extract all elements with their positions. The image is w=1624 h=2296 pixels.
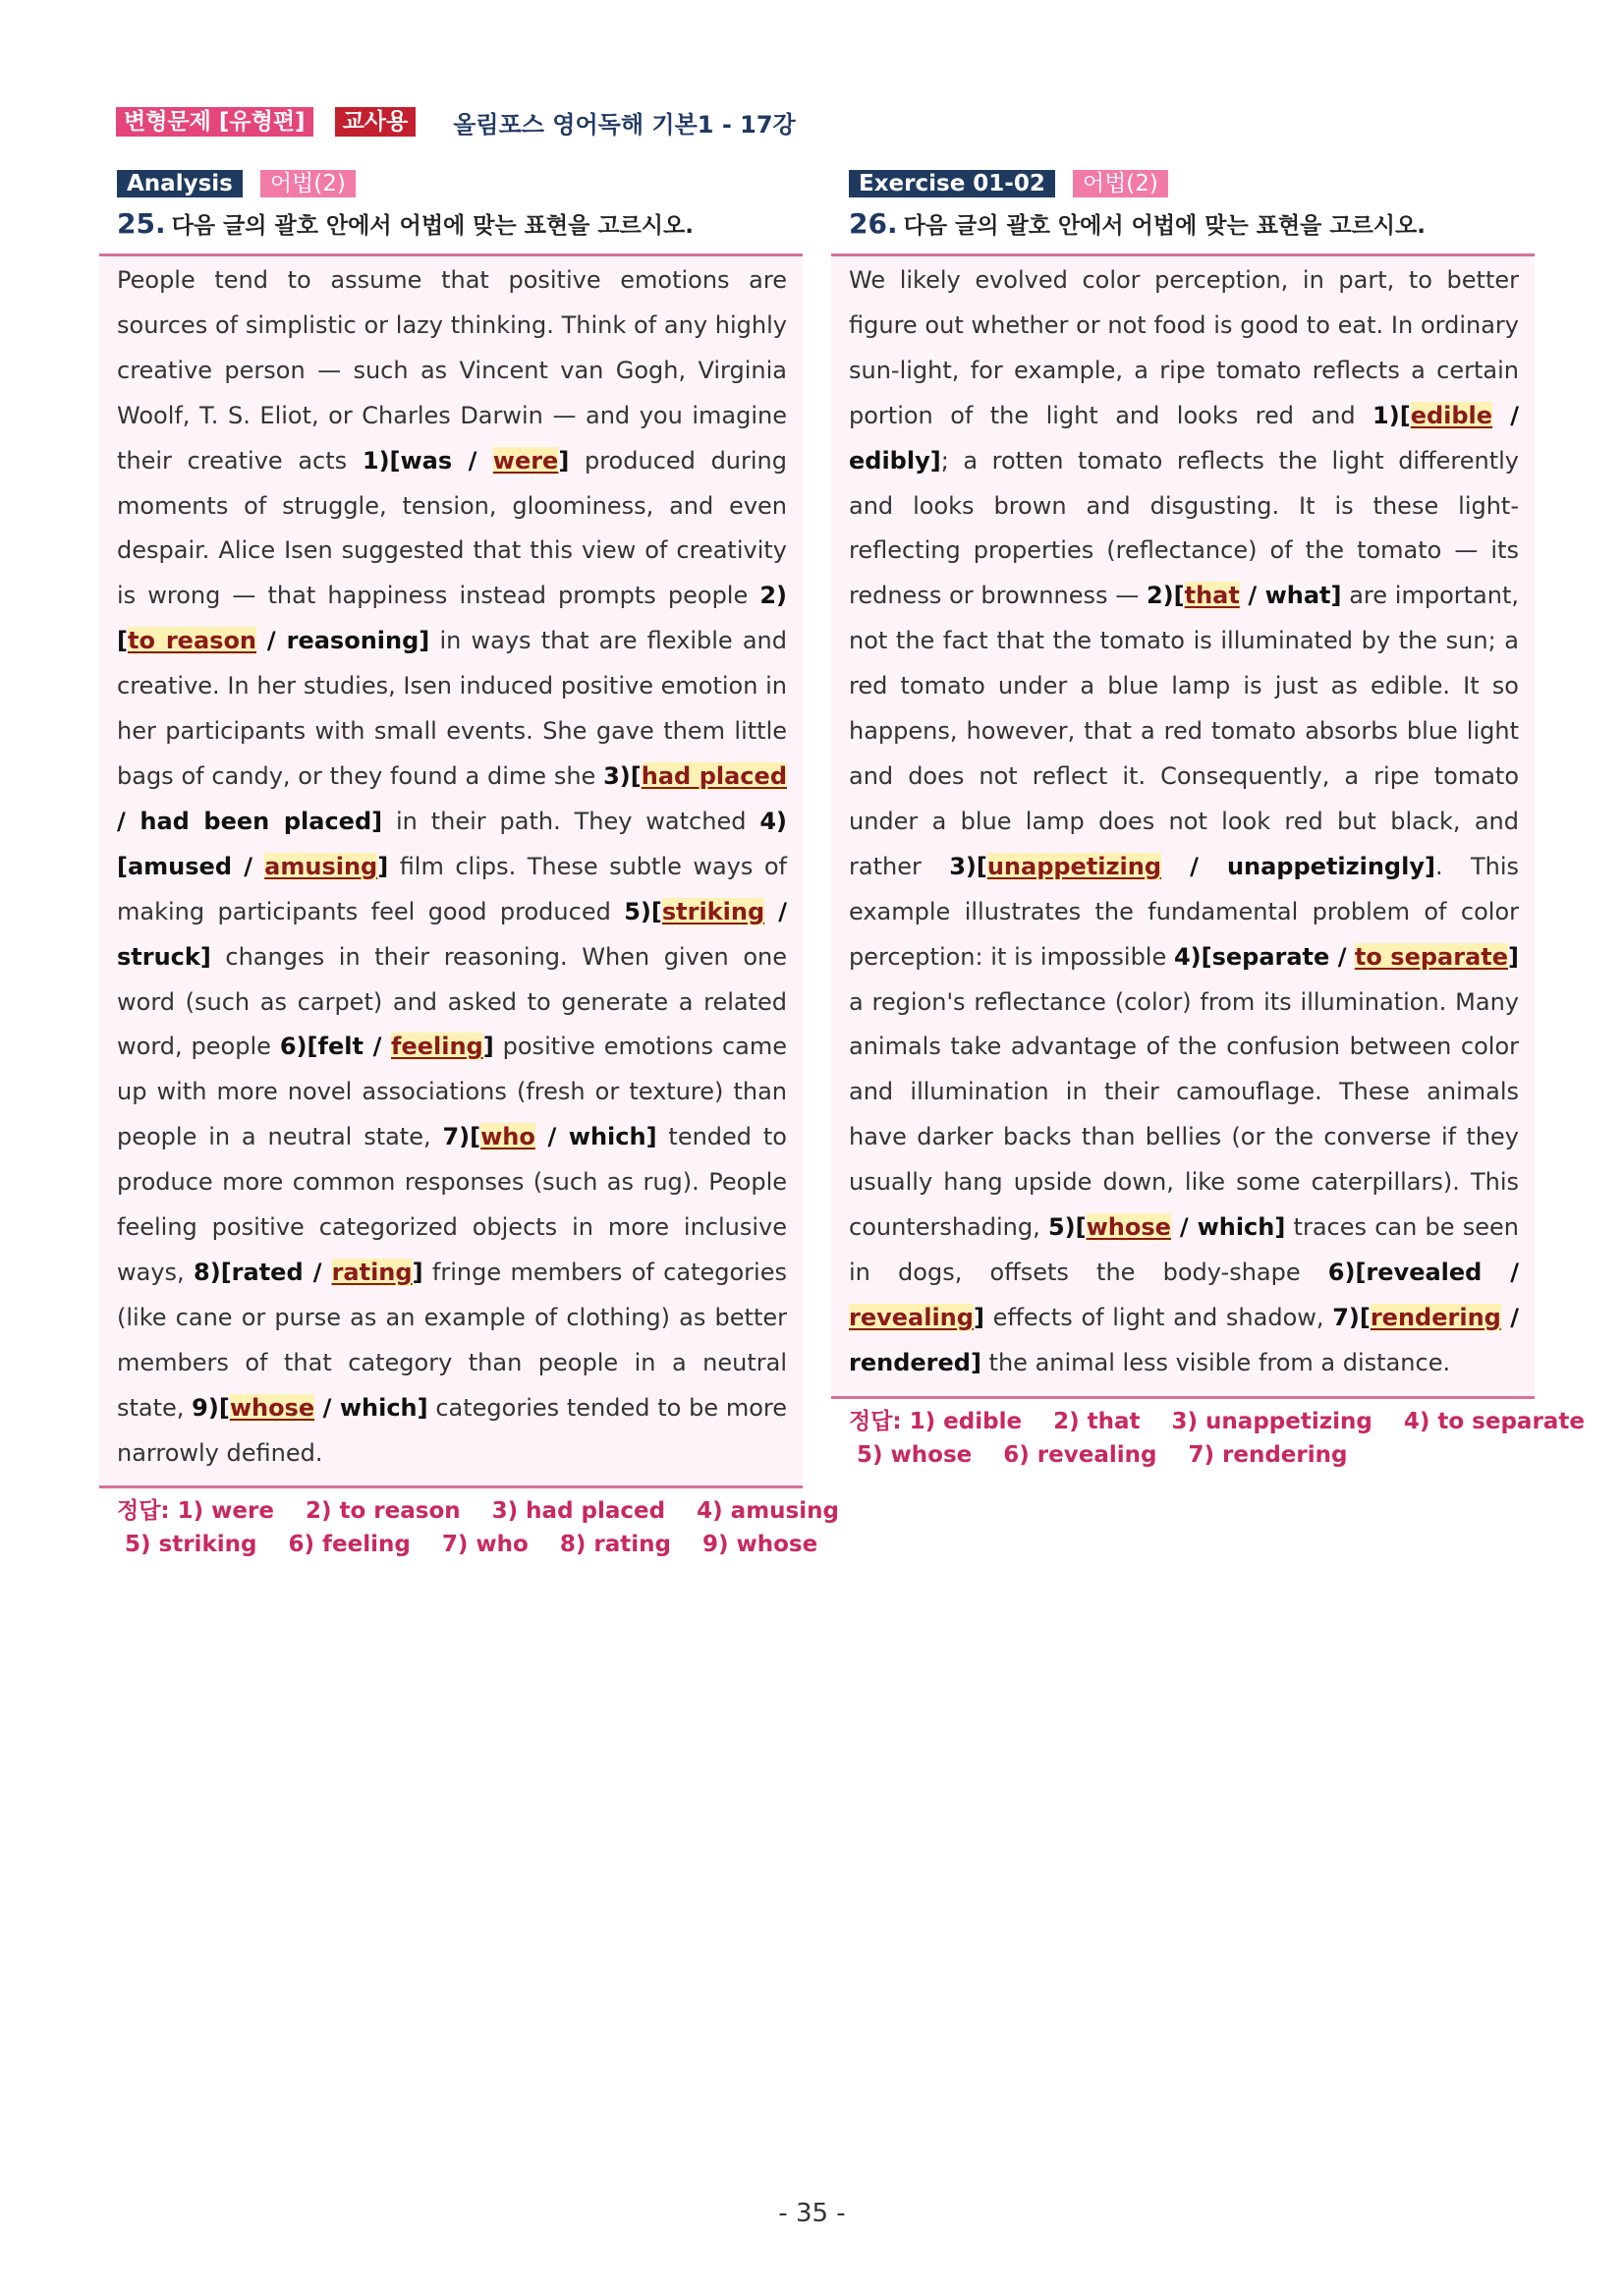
teacher-tag: 교사용 <box>335 107 417 137</box>
blank-9: 9)[whose / which] <box>192 1393 428 1422</box>
blank-2: 2)[that / what] <box>1146 582 1342 610</box>
answer-line-2: 5) striking 6) feeling 7) who 8) rating 9) whose <box>117 1532 818 1558</box>
answer-key <box>849 1405 1585 1472</box>
grammar-label: 어법(2) <box>260 170 356 197</box>
page-title: 올림포스 영어독해 기본1 - 17강 <box>453 110 796 139</box>
blank-1: 1)[was / were] <box>362 446 570 475</box>
blank-7: 7)[rendering / rendered] <box>849 1303 1519 1376</box>
passage-box <box>99 253 803 1488</box>
question-26 <box>831 169 1585 1472</box>
blank-5: 5)[striking / struck] <box>117 897 787 971</box>
blank-5: 5)[whose / which] <box>1047 1213 1286 1242</box>
blank-3: 3)[unappetizing / unappetizingly] <box>949 852 1435 880</box>
answer-line-1: 정답: 1) were 2) to reason 3) had placed 4) amusing <box>117 1498 839 1525</box>
question-number: 26. <box>849 207 898 240</box>
question-title <box>117 206 803 242</box>
passage-text: People tend to assume that positive emotions are sources of simplistic or lazy thinking. Think of any highly creative person — such as Vincent van Gogh, Virginia Woolf, T. S. Eliot, or Charles Darwin — and you imagine their creative acts 1)[was / were] produced during moments of struggle, tension, gloominess, and even despair. Alice Isen suggested that this view of creativity is wrong — that happiness instead prompts people 2)[to reason / reasoning] in ways that are flexible and creative. In her studies, Isen induced positive emotion in her participants with small events. She gave them little bags of candy, or they found a dime she 3)[had placed / had been placed] in their path. They watched 4)[amused / amusing] film clips. These subtle ways of making participants feel good produced 5)[striking / struck] changes in their reasoning. When given one word (such as carpet) and asked to generate a related word, people 6)[felt / feeling] positive emotions came up with more novel associations (fresh or texture) than people in a neutral state, 7)[who / which] tended to produce more common responses (such as rug). People feeling positive categorized objects in more inclusive ways, 8)[rated / rating] fringe members of categories (like cane or purse as an example of clothing) as better members of that category than people in a neutral state, 9)[whose / which] categories tended to be more narrowly defined. <box>117 266 788 1467</box>
question-instruction: 다음 글의 괄호 안에서 어법에 맞는 표현을 고르시오. <box>903 213 1426 239</box>
grammar-label: 어법(2) <box>1073 170 1168 197</box>
blank-7: 7)[who / which] <box>442 1123 657 1151</box>
analysis-label: Analysis <box>117 170 243 197</box>
question-25 <box>99 169 839 1561</box>
question-title <box>849 206 1535 242</box>
question-labels <box>117 169 803 198</box>
blank-8: 8)[rated / rating] <box>194 1258 423 1286</box>
question-labels <box>849 169 1535 198</box>
passage-text: We likely evolved color perception, in part, to better figure out whether or not food is good to eat. In ordinary sun-light, for example, a ripe tomato reflects a certain portion of the light and looks red and 1)[edible / edibly]; a rotten tomato reflects the light differently and looks brown and disgusting. It is these light-reflecting properties (reflectance) of the tomato — its redness or brownness — 2)[that / what] are important, not the fact that the tomato is illuminated by the sun; a red tomato under a blue lamp is just as edible. It so happens, however, that a red tomato absorbs blue light and does not reflect it. Consequently, a ripe tomato under a blue lamp does not look red but black, and rather 3)[unappetizing / unappetizingly]. This example illustrates the fundamental problem of color perception: it is impossible 4)[separate / to separate] a region's reflectance (color) from its illumination. Many animals take advantage of the confusion between color and illumination in their camouflage. These animals have darker backs than bellies (or the converse if they usually hang upside down, like some caterpillars). This countershading, 5)[whose / which] traces can be seen in dogs, offsets the body-shape 6)[revealed / revealing] effects of light and shadow, 7)[rendering / rendered] the animal less visible from a distance. <box>849 266 1520 1376</box>
blank-4: 4)[amused / amusing] <box>117 807 787 880</box>
blank-1: 1)[edible / edibly] <box>849 401 1519 475</box>
blank-6: 6)[felt / feeling] <box>279 1033 494 1061</box>
blank-2: 2)[to reason / reasoning] <box>117 582 787 655</box>
blank-6: 6)[revealed / revealing] <box>849 1258 1520 1331</box>
passage-box <box>831 253 1535 1399</box>
answer-key <box>117 1494 839 1561</box>
type-tag: 변형문제 [유형편] <box>116 107 313 137</box>
blank-4: 4)[separate / to separate] <box>1173 942 1519 971</box>
question-number: 25. <box>117 207 166 240</box>
question-instruction: 다음 글의 괄호 안에서 어법에 맞는 표현을 고르시오. <box>171 213 694 239</box>
page-number: - 35 - <box>778 2199 846 2228</box>
exercise-label: Exercise 01-02 <box>849 170 1055 197</box>
blank-3: 3)[had placed / had been placed] <box>117 761 787 835</box>
page-header <box>116 105 796 139</box>
answer-line-2: 5) whose 6) revealing 7) rendering <box>849 1441 1348 1468</box>
answer-line-1: 정답: 1) edible 2) that 3) unappetizing 4) to separate <box>849 1408 1585 1434</box>
